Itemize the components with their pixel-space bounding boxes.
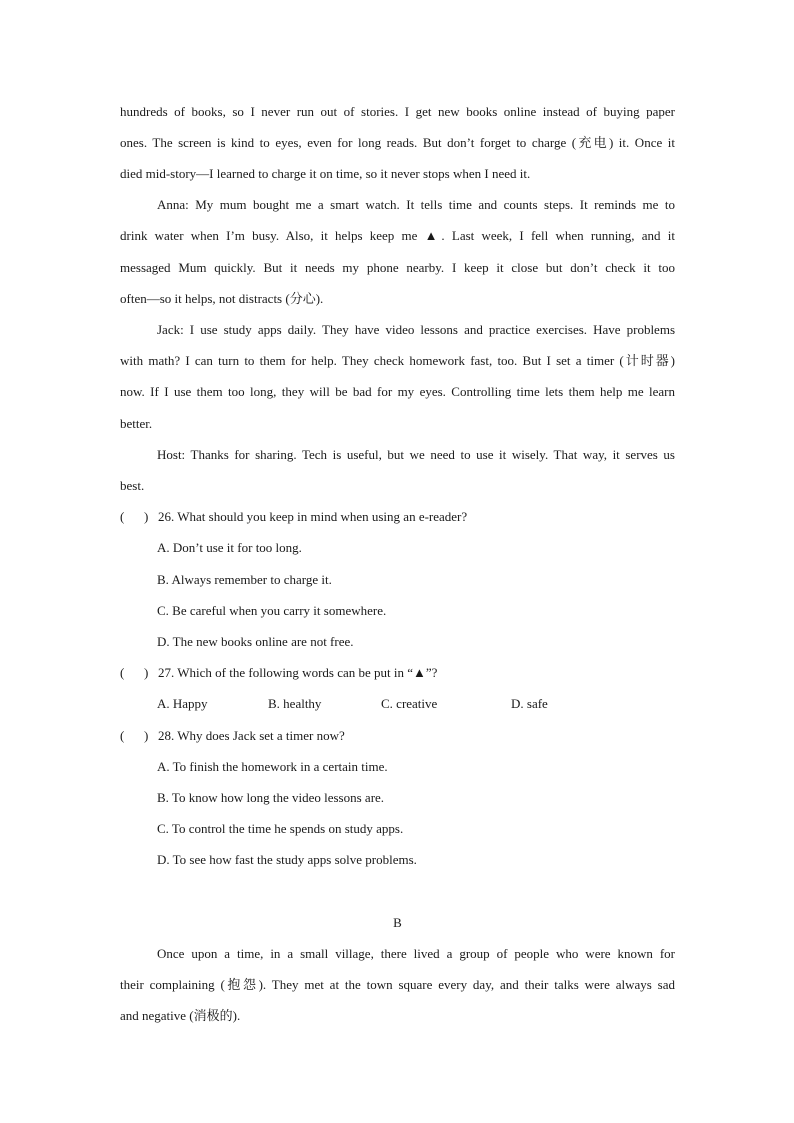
q27-option-b: B. healthy xyxy=(268,696,322,711)
passage-a-line-3: died mid-story—I learned to charge it on time, so it never stops when I need it. xyxy=(120,166,531,181)
q28-option-d: D. To see how fast the study apps solve problems. xyxy=(157,852,417,867)
passage-b-line-3: and negative (消极的). xyxy=(120,1008,241,1023)
passage-b-line-2: their complaining (抱怨). They met at the town square every day, and their talks were always sad xyxy=(120,977,675,992)
question-28 xyxy=(120,728,675,744)
passage-b-heading: B xyxy=(393,915,402,930)
q27-option-c: C. creative xyxy=(381,696,438,711)
anna-line-3: messaged Mum quickly. But it needs my phone nearby. I keep it close but don’t check it too xyxy=(120,260,675,275)
anna-line-4: often—so it helps, not distracts (分心). xyxy=(120,291,324,306)
passage-a-line-2: ones. The screen is kind to eyes, even for long reads. But don’t forget to charge (充电) it. Once it xyxy=(120,135,675,150)
q28-option-c: C. To control the time he spends on study apps. xyxy=(157,821,404,836)
q27-options xyxy=(120,696,675,712)
anna-line-1: Anna: My mum bought me a smart watch. It tells time and counts steps. It reminds me to xyxy=(157,197,675,212)
jack-line-4: better. xyxy=(120,416,153,431)
jack-line-2: with math? I can turn to them for help. They check homework fast, too. But I set a timer (计时器) xyxy=(120,353,675,368)
q26-option-a: A. Don’t use it for too long. xyxy=(157,540,302,555)
passage-a-line-1: hundreds of books, so I never run out of stories. I get new books online instead of buying paper xyxy=(120,104,675,119)
question-26 xyxy=(120,509,675,525)
question-28-stem: 28. Why does Jack set a timer now? xyxy=(158,728,345,743)
host-line-1: Host: Thanks for sharing. Tech is useful, but we need to use it wisely. That way, it serves us xyxy=(157,447,675,462)
host-line-2: best. xyxy=(120,478,145,493)
q27-option-d: D. safe xyxy=(511,696,548,711)
q26-option-c: C. Be careful when you carry it somewhere. xyxy=(157,603,387,618)
passage-b-line-1: Once upon a time, in a small village, there lived a group of people who were known for xyxy=(157,946,675,961)
answer-blank-close: ) xyxy=(144,509,149,524)
jack-line-1: Jack: I use study apps daily. They have video lessons and practice exercises. Have problems xyxy=(157,322,675,337)
q27-option-a: A. Happy xyxy=(157,696,208,711)
q28-option-b: B. To know how long the video lessons are. xyxy=(157,790,385,805)
answer-blank-open: ( xyxy=(120,665,125,680)
answer-blank-close: ) xyxy=(144,728,149,743)
question-27-stem: 27. Which of the following words can be put in “▲”? xyxy=(158,665,438,680)
question-27 xyxy=(120,665,675,681)
answer-blank-close: ) xyxy=(144,665,149,680)
anna-line-2: drink water when I’m busy. Also, it helps keep me ▲. Last week, I fell when running, and it xyxy=(120,228,675,243)
answer-blank-open: ( xyxy=(120,509,125,524)
question-26-stem: 26. What should you keep in mind when using an e-reader? xyxy=(158,509,468,524)
q26-option-b: B. Always remember to charge it. xyxy=(157,572,332,587)
answer-blank-open: ( xyxy=(120,728,125,743)
q28-option-a: A. To finish the homework in a certain time. xyxy=(157,759,388,774)
jack-line-3: now. If I use them too long, they will be bad for my eyes. Controlling time lets them help me learn xyxy=(120,384,675,399)
q26-option-d: D. The new books online are not free. xyxy=(157,634,354,649)
